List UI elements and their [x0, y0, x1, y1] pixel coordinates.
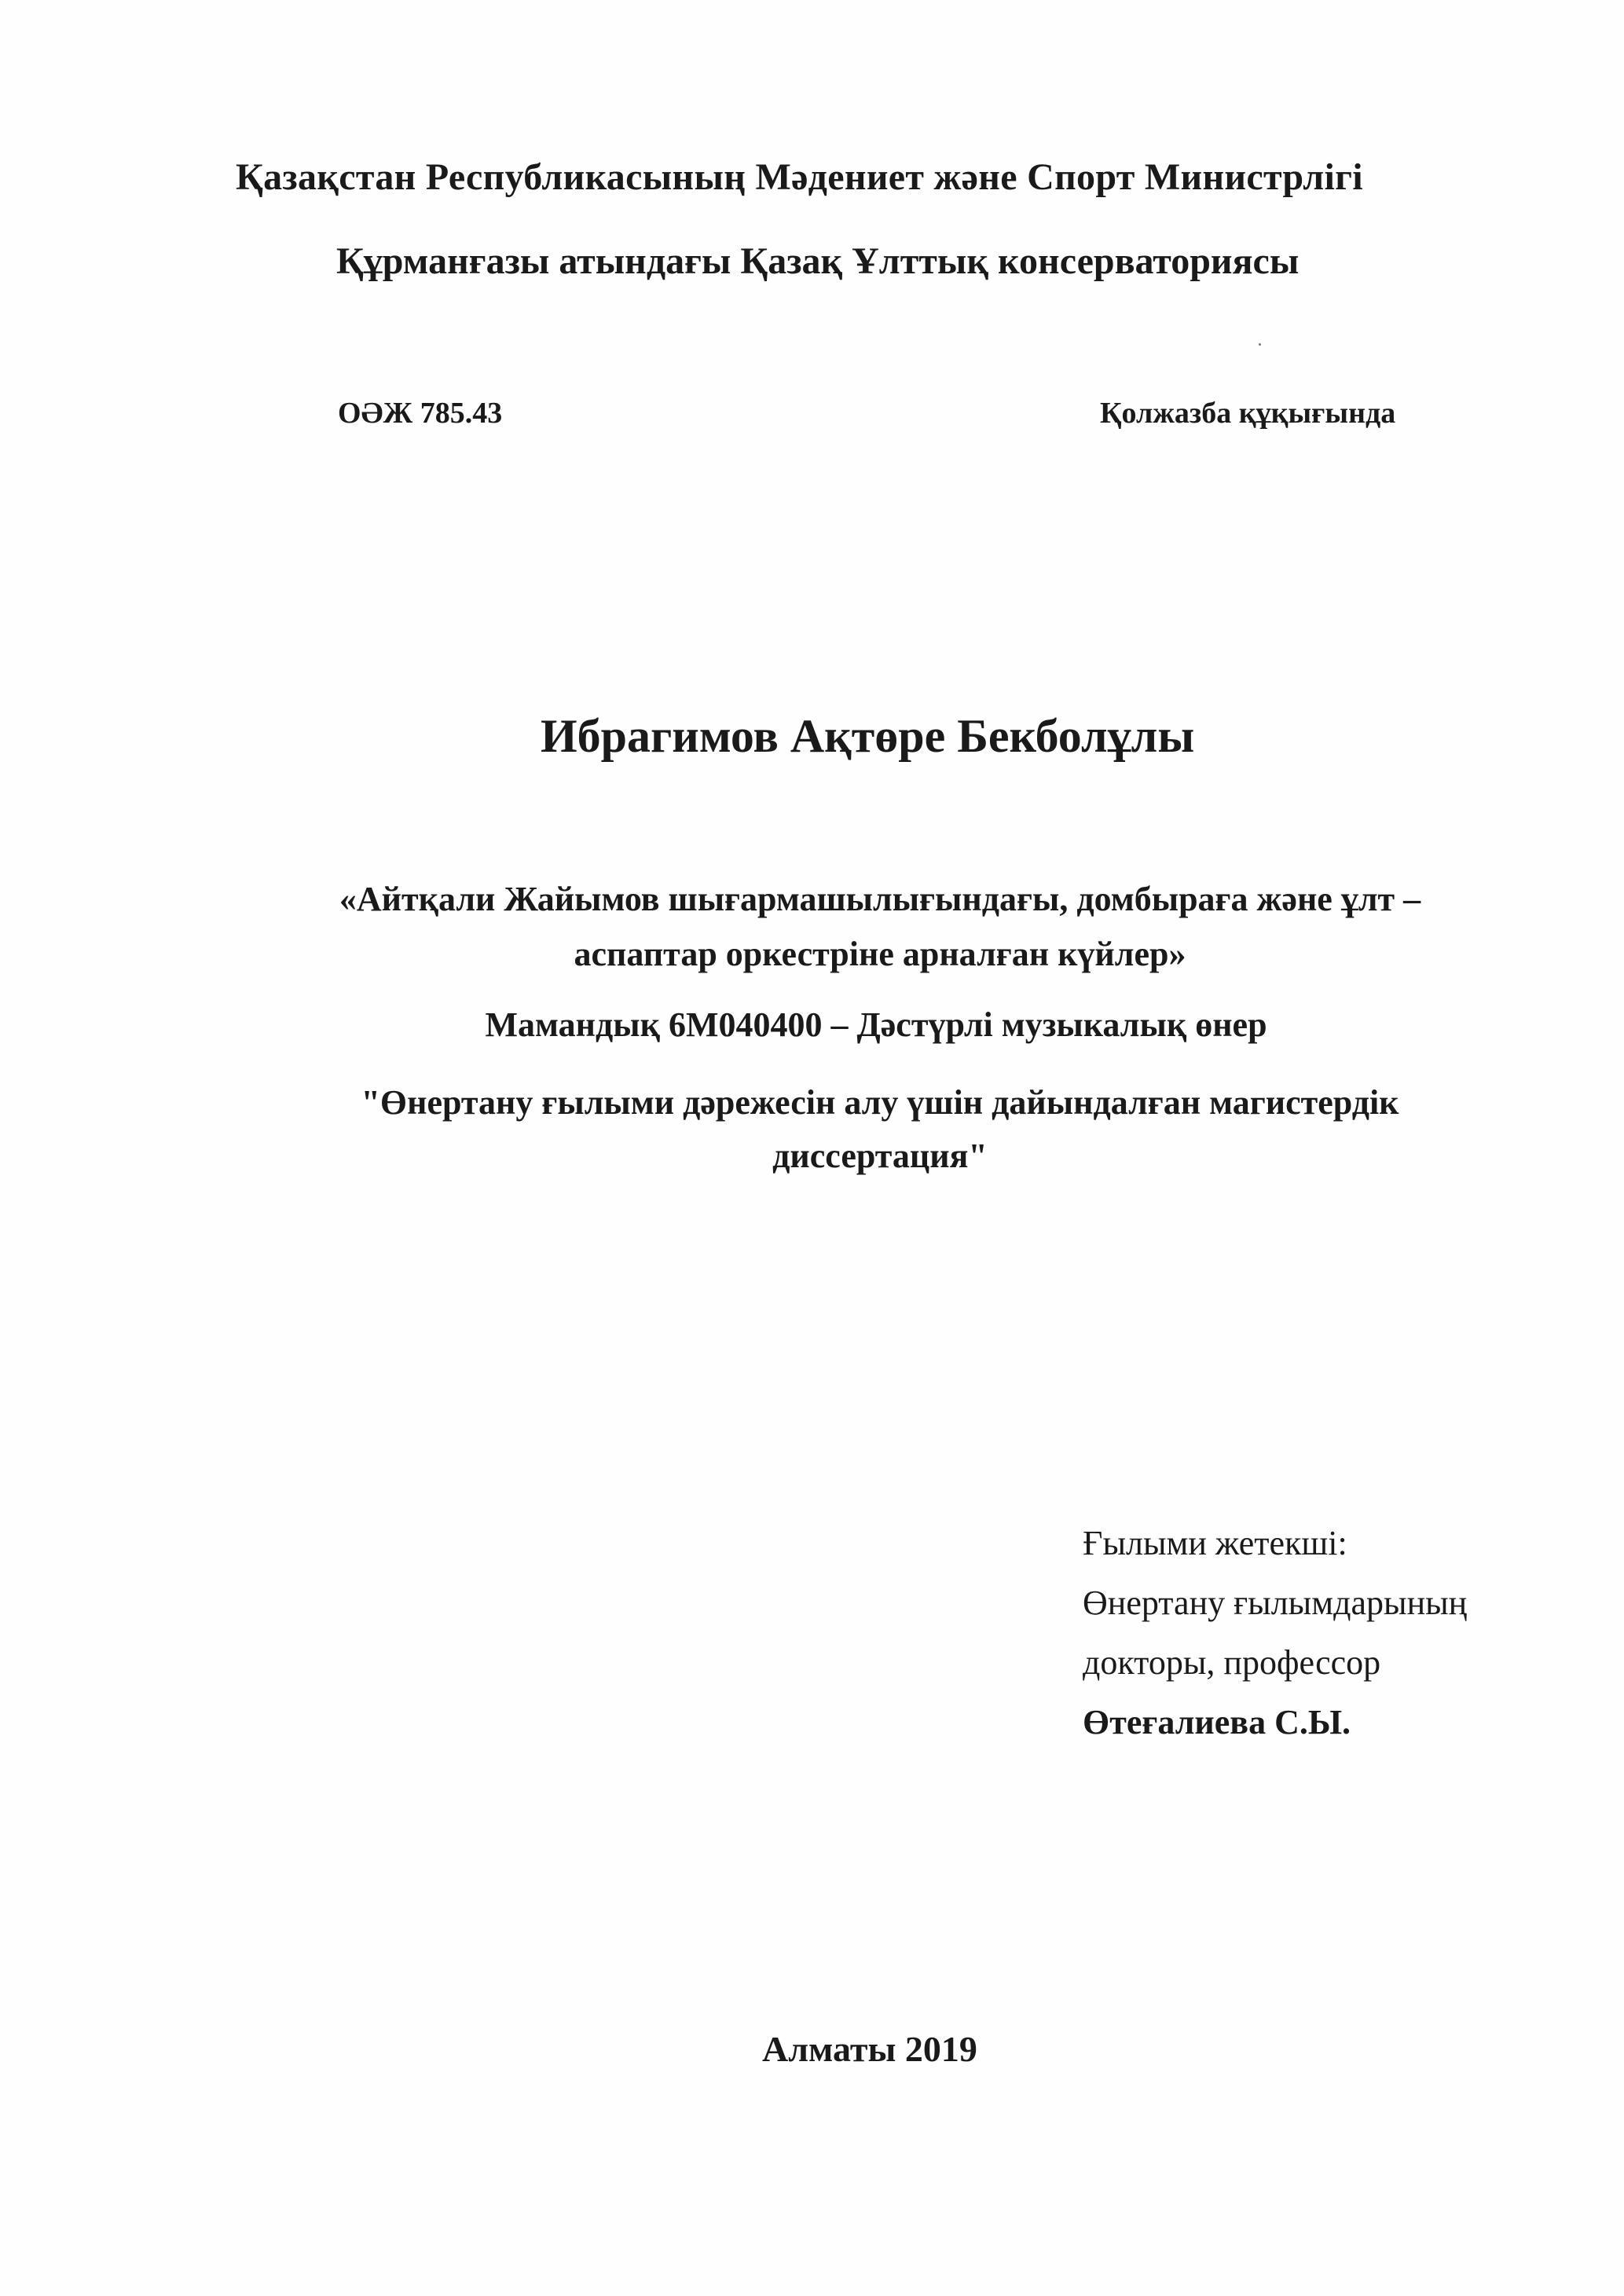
supervisor-degree-line-2: докторы, профессор	[1083, 1643, 1381, 1682]
dissertation-title-line-2: аспаптар оркестріне арналған күйлер»	[574, 935, 1186, 973]
ministry-heading: Қазақстан Республикасының Мәдениет және Спорт Министрлігі	[236, 156, 1363, 198]
supervisor-name: Өтеғалиева С.Ы.	[1083, 1703, 1351, 1741]
manuscript-rights: Қолжазба құқығында	[1100, 397, 1396, 430]
degree-statement-line-1: "Өнертану ғылыми дәрежесін алу үшін дайындалған магистердік	[361, 1083, 1399, 1122]
supervisor-degree-line-1: Өнертану ғылымдарының	[1083, 1584, 1468, 1622]
supervisor-label: Ғылыми жетекші:	[1083, 1524, 1347, 1562]
udc-code: ОӘЖ 785.43	[338, 397, 503, 430]
conservatory-heading: Құрманғазы атындағы Қазақ Ұлттық консерваториясы	[336, 240, 1300, 282]
author-name: Ибрагимов Ақтөре Бекболұлы	[541, 710, 1195, 762]
degree-statement	[236, 1076, 1524, 1183]
degree-statement-line-2: диссертация"	[772, 1137, 988, 1175]
dissertation-title	[236, 872, 1524, 982]
specialty: Мамандық 6М040400 – Дәстүрлі музыкалық өнер	[485, 1005, 1267, 1044]
scan-speck	[1259, 343, 1261, 346]
city-year: Алматы 2019	[762, 2029, 977, 2069]
dissertation-title-line-1: «Айтқали Жайымов шығармашылығындағы, домбыраға және ұлт –	[339, 880, 1421, 918]
supervisor-block	[1083, 1514, 1467, 1752]
